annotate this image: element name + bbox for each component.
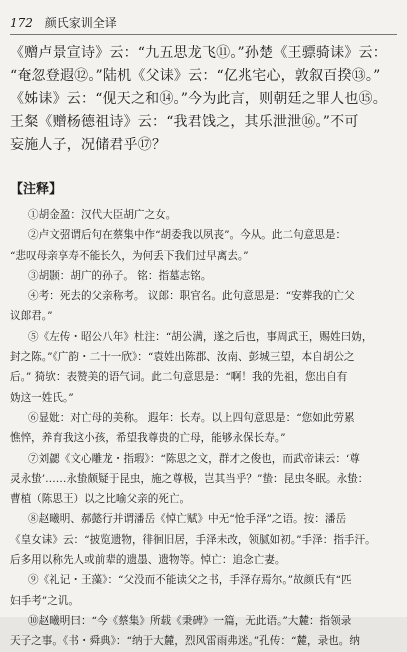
main-line: 王粲《赠杨德祖诗》云：“我君饯之，其乐泄泄⑯。”不可 xyxy=(10,114,359,130)
note-line: ⑦刘勰《文心雕龙・指瑕》：“陈思之文，群才之俊也，而武帝诔云：‘尊 xyxy=(28,452,360,465)
note-line: ①胡金盈：汉代大臣胡广之女。 xyxy=(28,209,177,221)
note-line: ⑩赵曦明曰：“今《蔡集》所载《秉碑》一篇，无此语。”大麓：指领录 xyxy=(28,614,352,627)
page-number: 172 xyxy=(10,16,33,30)
main-line: 《赠卢景宣诗》云：“九五思龙飞⑪。”孙楚《王骠骑诔》云： xyxy=(10,45,387,61)
main-text xyxy=(10,42,397,157)
note-line: 天子之事。《书・舜典》：“纳于大麓，烈风雷雨弗迷。”孔传：“麓，录也。纳 xyxy=(10,635,360,648)
note-line: 憔悴，养育我这小孩，希望我尊贵的亡母，能够永保长寿。” xyxy=(10,432,286,445)
note-line: 曹植（陈思王）以之比喻父亲的死亡。 xyxy=(10,493,191,506)
note-line: ⑥显妣：对亡母的美称。 遐年：长寿。以上四句意思是：“您如此劳累 xyxy=(28,411,355,424)
notes-list xyxy=(10,205,397,652)
main-line: 妄施人子，况储君乎⑰？ xyxy=(10,137,167,153)
notes-title: 【注释】 xyxy=(10,182,63,197)
note-line: 议郎君。” xyxy=(10,310,53,323)
book-title: 颜氏家训全译 xyxy=(44,16,117,30)
note-line: 封之陈。”《广韵・二十一欣》：“袁姓出陈郡、汝南、彭城三望，本自胡公之 xyxy=(10,351,355,364)
note-line: ⑧赵曦明、郝懿行并谓潘岳《悼亡赋》中无“怆手泽”之语。按：潘岳 xyxy=(28,513,347,526)
note-line: ④考：死去的父亲称考。 议郎：职官名。此句意思是：“安葬我的亡父 xyxy=(28,290,355,303)
main-line: 《姊诔》云：“伣天之和⑭。”今为此言，则朝廷之罪人也⑮。 xyxy=(10,91,387,107)
note-line: ③胡颢：胡广的孙子。 铭：指墓志铭。 xyxy=(28,269,212,282)
note-line: 灵永蛰’……永蛰颇疑于昆虫，施之尊极，岂其当乎？”蛰：昆虫冬眠。永蛰： xyxy=(10,472,369,485)
note-line: 妫这一姓氏。” xyxy=(10,391,74,404)
note-line: ⑤《左传・昭公八年》杜注：“胡公满，遂之后也，事周武王，赐姓曰妫， xyxy=(28,330,373,343)
note-line: 《皇女诔》云：“披览遗物，徘徊旧居，手泽未改，领腻如初。”手泽：指手汗。 xyxy=(10,533,376,546)
note-line: ⑨《礼记・王藻》：“父没而不能读父之书，手泽存焉尔。”故颜氏有“匹 xyxy=(28,574,352,587)
note-line: 后多用以称先人或前辈的遗墨、遗物等。悼亡：追念亡妻。 xyxy=(10,554,286,567)
note-line: “悲叹母亲享寿不能长久，为何丢下我们过早离去。” xyxy=(10,249,249,262)
main-line: “奄忽登遐⑫。”陆机《父诔》云：“亿兆宅心，敦叙百揆⑬。” xyxy=(10,68,381,84)
note-line: 后。” 猗欤：表赞美的语气词。此二句意思是：“啊！我的先祖，您出自有 xyxy=(10,371,348,384)
note-line: 妇手考”之讥。 xyxy=(10,594,79,607)
page-header xyxy=(10,12,397,35)
note-line: ②卢文弨谓后句在蔡集中作“胡委我以夙丧”。今从。此二句意思是： xyxy=(28,229,347,242)
